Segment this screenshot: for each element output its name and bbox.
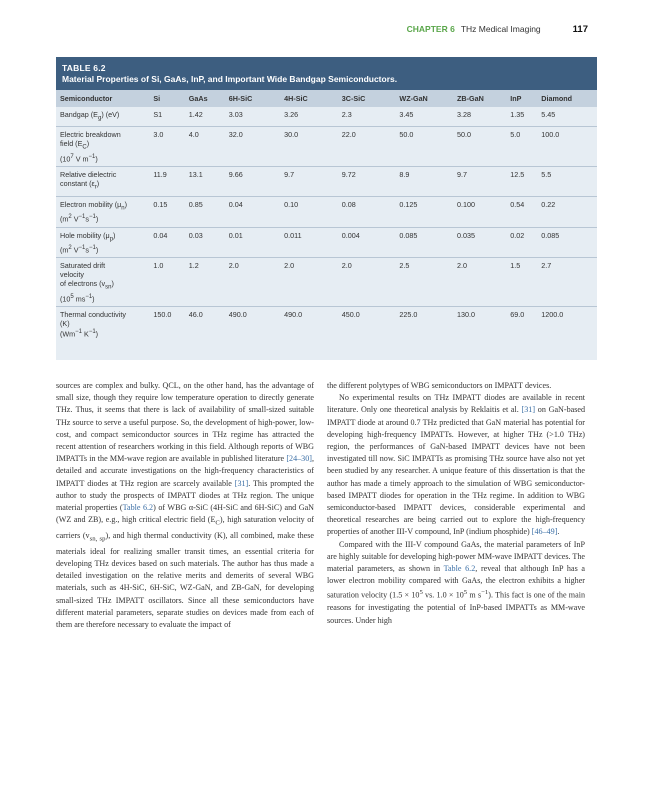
table-cell: 0.03: [187, 227, 227, 258]
row-label: Electron mobility $(\mu_n)$ ($m^2$ $V^{-1}s^{-1}$): [56, 196, 151, 227]
table-cell: S1: [153, 110, 163, 119]
table-cell: 490.0: [282, 307, 340, 342]
table-cell: 5.5: [539, 167, 597, 196]
reference-link[interactable]: [31]: [521, 405, 536, 415]
paragraph: Compared with the III-V compound GaAs, the material parameters of InP are highly suitable for developing high-power MM-wave IMPATT devices. The material parameters, as shown in Table 6.2, reveal that although InP has a lower electron mobility compared with GaAs, the electron exhibits a higher saturation velocity ($1.5 \times 10^5$ vs. $1.0 \times 10^5$ m $s^{-1}$). This fact is one of the main reasons for investigating the potential of InP-based IMPATTs as MM-wave sources. Under high: [327, 539, 586, 625]
table-cell: 50.0: [397, 127, 455, 167]
reference-link[interactable]: [46–49]: [531, 527, 558, 537]
table-title: Material Properties of Si, GaAs, InP, and Important Wide Bandgap Semiconductors.: [62, 74, 398, 84]
table-cell: 2.0: [340, 258, 398, 307]
right-column: [327, 380, 585, 627]
column-header: Si: [151, 90, 186, 107]
chapter-title: THz Medical Imaging: [460, 24, 541, 34]
table-cell: 2.5: [397, 258, 455, 307]
row-label: Hole mobility $(\mu_p)$ ($m^2$ $V^{-1}s^{-1}$): [56, 227, 151, 258]
left-column: [56, 380, 314, 631]
table-cell: 1200.0: [539, 307, 597, 342]
table-cell: 13.1: [187, 167, 227, 196]
column-header: 6H-SiC: [227, 90, 282, 107]
paragraph: the different polytypes of WBG semiconductors on IMPATT devices.: [327, 381, 552, 390]
column-header: InP: [508, 90, 539, 107]
table-cell: 4.0: [187, 127, 227, 167]
table-cell: 1.2: [187, 258, 227, 307]
reference-link[interactable]: [24–30]: [286, 454, 312, 464]
table-cell: 0.02: [508, 227, 539, 258]
table-row: [56, 107, 597, 127]
material-properties-table: [56, 57, 597, 360]
table-cell: 9.7: [455, 167, 508, 196]
table-cell: 9.66: [227, 167, 282, 196]
row-label: Electric breakdown field $(E_C)$ ($10^7$ V $m^{-1}$): [56, 127, 151, 167]
table-cell: 0.15: [151, 196, 186, 227]
table-cell: 0.08: [340, 196, 398, 227]
table-cell: 0.125: [397, 196, 455, 227]
table-number: TABLE 6.2: [62, 63, 106, 73]
table-caption: [56, 57, 597, 90]
table-cell: 0.04: [151, 227, 186, 258]
data-table: [56, 90, 597, 342]
table-row: [56, 227, 597, 258]
table-cell: 130.0: [455, 307, 508, 342]
table-cell: 100.0: [539, 127, 597, 167]
row-label: Thermal conductivity (K) ($Wm^{-1}$ $K^{-1}$): [56, 307, 151, 342]
table-cell: 0.100: [455, 196, 508, 227]
table-cell: 0.04: [227, 196, 282, 227]
row-label: Saturated drift velocity of electrons $(v_{sn})$ ($10^5$ $ms^{-1}$): [56, 258, 151, 307]
table-cell: 3.26: [284, 110, 299, 119]
table-cell: 3.0: [151, 127, 186, 167]
table-cell: 1.5: [508, 258, 539, 307]
table-cell: 32.0: [227, 127, 282, 167]
table-cell: 0.035: [455, 227, 508, 258]
table-cell: 2.7: [539, 258, 597, 307]
table-cell: 0.54: [508, 196, 539, 227]
table-cell: 3.45: [399, 110, 414, 119]
table-cell: 50.0: [455, 127, 508, 167]
table-cell: 0.22: [539, 196, 597, 227]
table-cell: 490.0: [227, 307, 282, 342]
column-header: Semiconductor: [56, 90, 151, 107]
table-cell: 1.0: [151, 258, 186, 307]
table-cell: 150.0: [151, 307, 186, 342]
table-cell: 9.72: [340, 167, 398, 196]
row-label: Relative dielectric constant $(\varepsilon_r)$: [56, 167, 151, 196]
column-header: 3C-SiC: [340, 90, 398, 107]
page-number: 117: [572, 24, 588, 35]
table-cell: 1.35: [510, 110, 525, 119]
table-cell: 11.9: [151, 167, 186, 196]
table-cell: 12.5: [508, 167, 539, 196]
table-cell: 450.0: [340, 307, 398, 342]
table-row: [56, 307, 597, 342]
table-cell: 8.9: [397, 167, 455, 196]
paragraph: No experimental results on THz IMPATT diodes are available in recent literature. Only one theoretical analysis by Reklaitis et al. [31] on GaN-based IMPATT diode at around 0.7 THz predicted that GaN material has potential for developing high-frequency IMPATTs. However, at higher THz (>1.0 THz) region, the performances of GaN-based IMPATT devices have not been investigated till now. SiC IMPATTs as promising THz source have also not yet been studied by any researcher. A unique feature of this dissertation is that the author has made a timely approach to the simulation of WBG semiconductor-based IMPATT diodes for operation in the THz regime. In addition to WBG semiconductor-based IMPATT devices, considerable experimental and theoretical researches are being carried out to explore the high-frequency properties of another III-V compound, InP (indium phosphide) [46–49].: [327, 393, 586, 537]
column-header: Diamond: [539, 90, 597, 107]
table-cell: 46.0: [187, 307, 227, 342]
table-row: [56, 167, 597, 196]
table-cell: 225.0: [397, 307, 455, 342]
table-cell: 2.0: [227, 258, 282, 307]
table-cell: 5.45: [541, 110, 556, 119]
row-label: Bandgap $(E_g)$ (eV): [60, 110, 120, 122]
table-link[interactable]: Table 6.2: [122, 503, 154, 513]
table-cell: 1.42: [188, 110, 203, 119]
table-cell: 0.011: [282, 227, 340, 258]
table-link[interactable]: Table 6.2: [443, 564, 476, 574]
table-cell: 0.085: [539, 227, 597, 258]
column-header: GaAs: [187, 90, 227, 107]
reference-link[interactable]: [31]: [234, 478, 249, 488]
table-cell: 69.0: [508, 307, 539, 342]
column-header: WZ-GaN: [397, 90, 455, 107]
table-cell: 3.03: [228, 110, 243, 119]
table-cell: 2.3: [341, 110, 352, 119]
table-header-row: [56, 90, 597, 107]
table-cell: 2.0: [455, 258, 508, 307]
table-cell: 0.01: [227, 227, 282, 258]
column-header: 4H-SiC: [282, 90, 340, 107]
table-cell: 0.10: [282, 196, 340, 227]
table-cell: 0.085: [397, 227, 455, 258]
table-row: [56, 127, 597, 167]
table-cell: 22.0: [340, 127, 398, 167]
chapter-label: CHAPTER 6: [406, 24, 455, 34]
column-header: ZB-GaN: [455, 90, 508, 107]
table-cell: 5.0: [508, 127, 539, 167]
table-cell: 0.004: [340, 227, 398, 258]
paragraph: sources are complex and bulky. QCL, on the other hand, has the advantage of small size, though they require low temperature operation to directly generate THz. Thus, it seems that there is lack of availability of small-sized suitable THz source to serve a useful purpose. So, the development of high-power, low-cost, and compact semiconductor sources in THz regime has attracted the recent attention of researchers working in this field. Although reports of WBG IMPATTs in the MM-wave region are available in published literature [24–30], detailed and accurate investigations on the high-frequency characteristics of IMPATT diodes at THz region are scarcely available [31]. This prompted the author to study the prospects of IMPATT diodes at THz region. The unique material properties (Table 6.2) of WBG α-SiC (4H-SiC and 6H-SiC) and GaN (WZ and ZB), e.g., high critical electric field $(E_C)$, high saturation velocity of carriers $(v_{sn, sp})$, and high thermal conductivity (K), all combined, make these materials ideal for realizing smaller transit times, an essential criteria for developing THz devices based on such materials. The author has thus made a detailed investigation on the relative merits and demerits of several WBG materials, such as 4H-SiC, 6H-SiC, WZ-GaN, and ZB-GaN, for developing small-sized THz IMPATT oscillators. Since all these semiconductors have different material parameters, separate studies on devices made from each of them are therefore necessary to evaluate the impact of: [56, 381, 315, 630]
table-cell: 9.7: [282, 167, 340, 196]
table-cell: 30.0: [282, 127, 340, 167]
running-header: [407, 24, 588, 35]
table-row: [56, 196, 597, 227]
table-cell: 3.28: [457, 110, 472, 119]
table-row: [56, 258, 597, 307]
table-cell: 2.0: [282, 258, 340, 307]
table-cell: 0.85: [187, 196, 227, 227]
